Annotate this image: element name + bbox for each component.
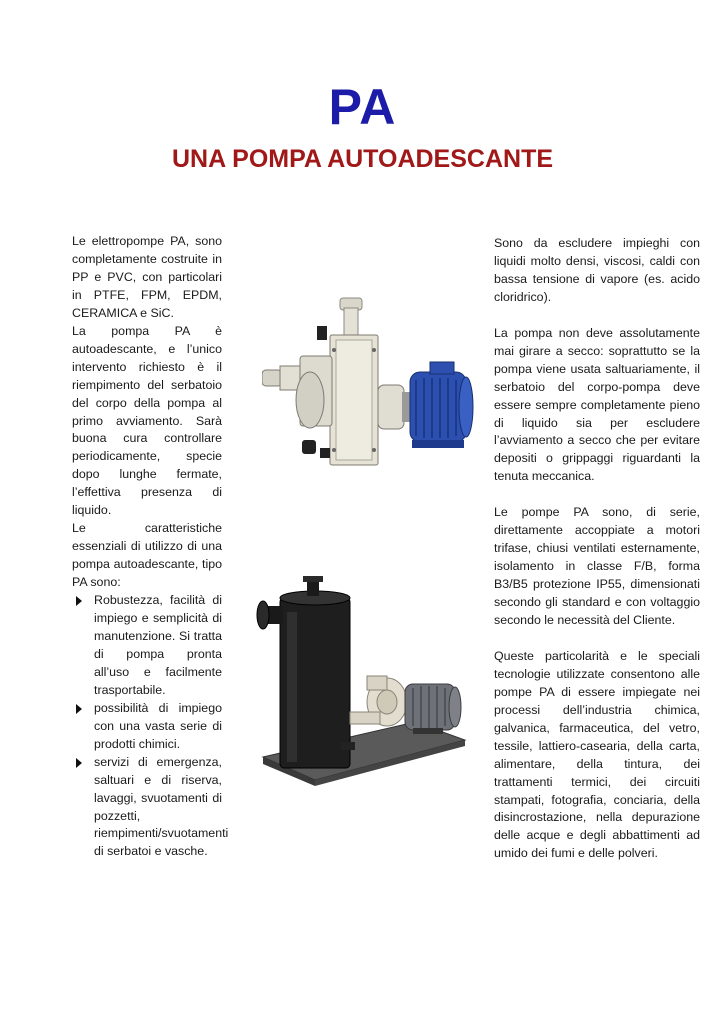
page-subtitle: UNA POMPA AUTOADESCANTE: [171, 145, 554, 173]
applications-paragraph: Queste particolarità e le speciali tecnologie utilizzate consentono alle pompe PA di essere impiegate nei processi dell’industria chimica, galvanica, farmaceutica, del vetro, tessile, lattiero-casearia, della carta, alimentare, della tintura, dei trattamenti termici, dei circuiti stampati, fotografia, conciaria, della disincrostazione, nella depurazione delle acque e degli abbattimenti ad umido dei fumi e delle polveri.: [494, 648, 700, 861]
features-list: [72, 592, 229, 861]
list-item: servizi di emergenza, saltuari e di riserva, lavaggi, svuotamenti di pozzetti, riempimenti/svuotamenti di serbatoi e vasche.: [72, 754, 222, 862]
left-column: [72, 233, 229, 861]
list-item: Robustezza, facilità di impiego e semplicità di manutenzione. Si tratta di pompa pronta all’uso e facilmente trasportabile.: [72, 592, 222, 700]
self-priming-paragraph: La pompa PA è autoadescante, e l’unico intervento richiesto è il riempimento del serbatoio del corpo della pompa al primo avviamento. Sarà buona cura controllare periodicamente, specie dopo lunghe fermate, l’effettiva presenza di liquido.: [72, 323, 222, 518]
pump-with-blue-motor-image: [262, 290, 477, 475]
pump-with-black-tank-image: [255, 572, 470, 787]
bullet-arrow-icon: [76, 596, 82, 606]
page-title: PA: [328, 79, 397, 135]
features-intro-paragraph: Le caratteristiche essenziali di utilizzo di una pompa autoadescante, tipo PA sono:: [72, 521, 222, 590]
usage-exclusions-paragraph: Sono da escludere impieghi con liquidi molto densi, viscosi, caldi con bassa tensione di vapore (es. acido cloridrico).: [494, 236, 700, 304]
bullet-arrow-icon: [76, 758, 82, 768]
motor-spec-paragraph: Le pompe PA sono, di serie, direttamente accoppiate a motori trifase, chiusi ventilati esternamente, isolamento in classe F/B, forma B3/B5 protezione IP55, dimensionati secondo gli standard e con voltaggio secondo le necessità del Cliente.: [494, 505, 700, 627]
dry-run-warning-paragraph: La pompa non deve assolutamente mai girare a secco: soprattutto se la pompa viene usata saltuariamente, il serbatoio del corpo-pompa deve essere sempre completamente pieno di liquido sia per escludere l’avviamento a secco che per evitare depositi o grippaggi riguardanti la tenuta meccanica.: [494, 325, 700, 484]
intro-paragraph: Le elettropompe PA, sono completamente costruite in PP e PVC, con particolari in PTFE, FPM, EPDM, CERAMICA e SiC.: [72, 234, 222, 320]
list-item: possibilità di impiego con una vasta serie di prodotti chimici.: [72, 700, 222, 754]
right-column: [494, 235, 700, 881]
bullet-arrow-icon: [76, 704, 82, 714]
